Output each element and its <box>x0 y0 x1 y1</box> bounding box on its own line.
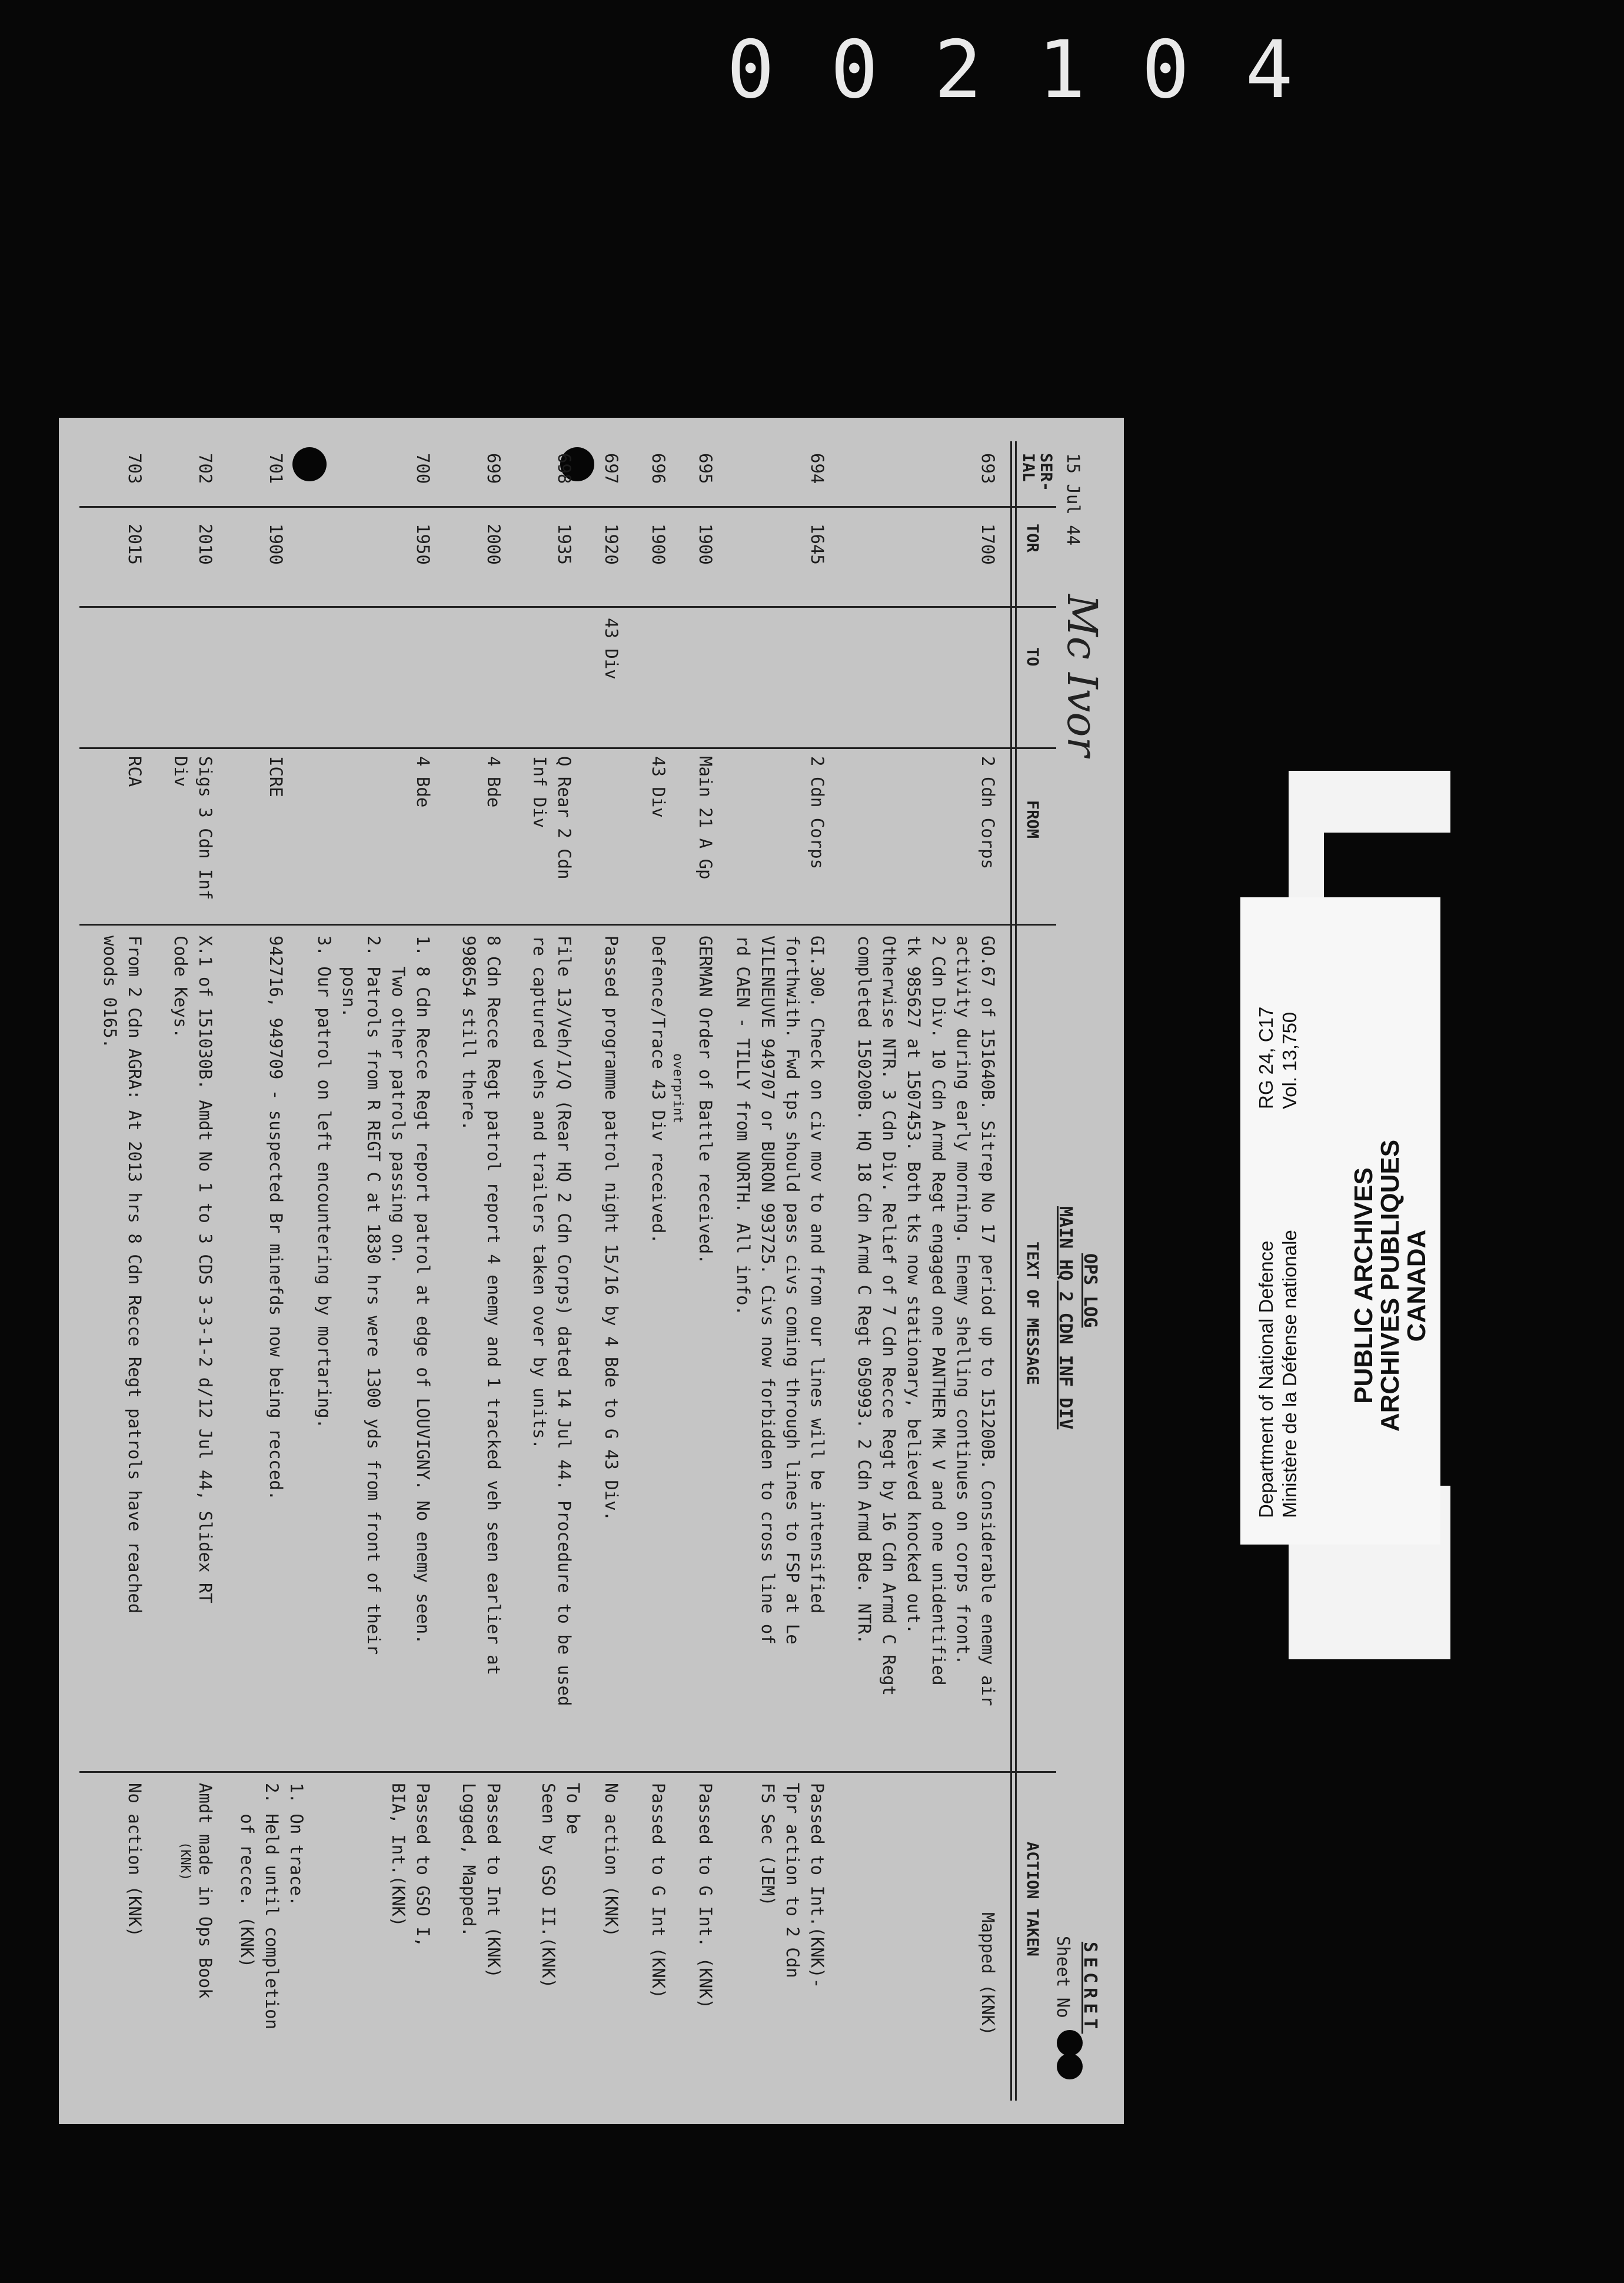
action-line: Passed to GSO I, <box>413 1783 433 1948</box>
tor-cell: 1950 <box>413 524 433 565</box>
from-cell: 43 Div <box>648 756 668 818</box>
serial-cell: 696 <box>648 453 668 484</box>
serial-cell: 703 <box>125 453 145 484</box>
label-ref-vol: Vol. 13,750 <box>1279 1011 1300 1109</box>
tor-cell: 1900 <box>695 524 716 565</box>
text-line: 942716, 949709 - suspected Br minefds now being recced. <box>266 936 286 1501</box>
text-line: Otherwise NTR. 3 Cdn Div. Relief of 7 Cdn Recce Regt by 16 Cdn Armd C Regt <box>879 936 899 1696</box>
from-cell: Q Rear 2 Cdn Inf Div <box>530 756 574 880</box>
action-line: No action (KNK) <box>601 1783 621 1937</box>
from-cell: 4 Bde <box>413 756 433 808</box>
label-dept-en: Department of National Defence <box>1255 1240 1277 1518</box>
from-cell: RCA <box>125 756 145 787</box>
text-line: forthwith. Fwd tps should pass civs coming through lines to FSP at Le <box>783 936 803 1645</box>
tor-cell: 1900 <box>648 524 668 565</box>
signature: Mc Ivor <box>1058 594 1106 757</box>
action-line: Passed to Int (KNK) <box>484 1783 504 1978</box>
label-archives-publiques: ARCHIVES PUBLIQUES <box>1376 1139 1405 1432</box>
action-line: Passed to Int.(KNK)- <box>807 1783 827 1989</box>
action-line: Mapped (KNK) <box>978 1912 998 2036</box>
col-header-from: FROM <box>1023 800 1041 839</box>
action-line: BIA, Int.(KNK) <box>388 1783 408 1927</box>
text-line: VILENEUVE 949707 or BURON 993725. Civs now forbidden to cross line of <box>758 936 778 1645</box>
col-header-action: ACTION TAKEN <box>1023 1842 1041 1957</box>
action-line: Seen by GSO II.(KNK) <box>538 1783 558 1989</box>
column-divider <box>79 506 1056 508</box>
from-cell: 4 Bde <box>484 756 504 808</box>
classification: SECRET <box>1080 1942 1100 2034</box>
text-line: re captured vehs and trailers taken over by units. <box>530 936 550 1449</box>
action-line: 1. On trace. <box>287 1783 307 1906</box>
text-line: 998654 still there. <box>459 936 479 1131</box>
header-rule <box>1010 441 1012 2101</box>
text-line: 3. Our patrol on left encountering by mortaring. <box>314 936 334 1429</box>
tor-cell: 2015 <box>125 524 145 565</box>
tor-cell: 1935 <box>554 524 574 565</box>
label-canada: CANADA <box>1402 1229 1431 1342</box>
serial-cell: 698 <box>554 453 574 484</box>
text-line: tk 985627 at 1507453. Both tks now stationary, believed knocked out. <box>904 936 924 1635</box>
text-line: File 13/Veh/1/Q (Rear HQ 2 Cdn Corps) dated 14 Jul 44. Procedure to be used <box>554 936 574 1706</box>
text-line: GO.67 of 151640B. Sitrep No 17 period up to 151200B. Considerable enemy air <box>978 936 998 1706</box>
text-line: 2. Patrols from R REGT C at 1830 hrs were 1300 yds from front of their <box>364 936 384 1655</box>
serial-cell: 695 <box>695 453 716 484</box>
tor-cell: 2000 <box>484 524 504 565</box>
label-public-archives: PUBLIC ARCHIVES <box>1349 1167 1378 1404</box>
serial-cell: 694 <box>807 453 827 484</box>
action-line: Passed to G Int. (KNK) <box>695 1783 716 2009</box>
serial-cell: 700 <box>413 453 433 484</box>
log-title: OPS LOG <box>1080 1253 1100 1328</box>
column-divider <box>79 924 1056 926</box>
text-line: overprint <box>670 1053 685 1124</box>
text-line: 1. 8 Cdn Recce Regt report patrol at edge of LOUVIGNY. No enemy seen. <box>413 936 433 1645</box>
column-divider <box>79 1771 1056 1773</box>
frame-number: 002104 <box>727 24 1349 116</box>
text-line: 2 Cdn Div. 10 Cdn Armd Regt engaged one PANTHER Mk V and one unidentified <box>929 936 949 1686</box>
col-header-tor: TOR <box>1023 524 1041 553</box>
action-line: No action (KNK) <box>125 1783 145 1937</box>
ops-log-page <box>59 418 1124 2124</box>
col-header-text: TEXT OF MESSAGE <box>1023 1242 1041 1385</box>
tor-cell: 1645 <box>807 524 827 565</box>
archive-label <box>1240 897 1440 1545</box>
log-subtitle: MAIN HQ 2 CDN INF DIV <box>1055 1206 1076 1430</box>
from-cell: ICRE <box>266 756 286 797</box>
from-cell: 2 Cdn Corps <box>807 756 827 870</box>
action-line: Amdt made in Ops Book <box>195 1783 215 1999</box>
tor-cell: 1700 <box>978 524 998 565</box>
to-cell: 43 Div <box>601 618 621 680</box>
text-line: Defence/Trace 43 Div received. <box>648 936 668 1244</box>
text-line: activity during early morning. Enemy shelling continues on corps front. <box>953 936 973 1665</box>
text-line: GERMAN Order of Battle received. <box>695 936 716 1264</box>
serial-cell: 701 <box>266 453 286 484</box>
action-line: Logged, Mapped. <box>459 1783 479 1937</box>
col-header-to: TO <box>1023 647 1041 667</box>
tor-cell: 1900 <box>266 524 286 565</box>
text-line: Passed programme patrol night 15/16 by 4 Bde to G 43 Div. <box>601 936 621 1522</box>
action-line: Tpr action to 2 Cdn <box>783 1783 803 1978</box>
tor-cell: 2010 <box>195 524 215 565</box>
label-dept-fr: Ministère de la Défense nationale <box>1279 1230 1300 1518</box>
text-line: woods 0165. <box>100 936 120 1049</box>
text-line: completed 150200B. HQ 18 Cdn Armd C Regt 050993. 2 Cdn Armd Bde. NTR. <box>854 936 874 1645</box>
sheet-number-label: Sheet No <box>1053 1936 1073 2018</box>
serial-cell: 702 <box>195 453 215 484</box>
tor-cell: 1920 <box>601 524 621 565</box>
action-line: To be <box>563 1783 583 1835</box>
action-line: of recce. (KNK) <box>237 1783 257 1968</box>
text-line: Two other patrols passing on. <box>388 936 408 1264</box>
ops-log-sheet <box>59 418 1124 2124</box>
column-divider <box>79 606 1056 608</box>
action-line: Passed to G Int (KNK) <box>648 1783 668 1999</box>
text-line: GI.300. Check on civ mov to and from our lines will be intensified <box>807 936 827 1614</box>
archive-label-content <box>1240 897 1440 1545</box>
punch-hole <box>292 447 327 481</box>
action-line: 2. Held until completion <box>262 1783 282 2030</box>
col-header-serial: SER-IAL <box>1019 453 1055 492</box>
text-line: rd CAEN - TILLY from NORTH. All info. <box>733 936 753 1316</box>
from-cell: 2 Cdn Corps <box>978 756 998 870</box>
sheet-number-blot <box>1057 2054 1083 2079</box>
serial-cell: 693 <box>978 453 998 484</box>
serial-cell: 697 <box>601 453 621 484</box>
text-line: X.1 of 151030B. Amdt No 1 to 3 CDS 3-3-1-2 d/12 Jul 44, Slidex RT <box>195 936 215 1603</box>
text-line: Code Keys. <box>171 936 191 1039</box>
from-cell: Main 21 A Gp <box>695 756 716 880</box>
label-ref-rg: RG 24, C17 <box>1255 1006 1277 1109</box>
text-line: 8 Cdn Recce Regt patrol report 4 enemy and 1 tracked veh seen earlier at <box>484 936 504 1676</box>
log-date: 15 Jul 44 <box>1063 453 1083 546</box>
text-line: From 2 Cdn AGRA: At 2013 hrs 8 Cdn Recce Regt patrols have reached <box>125 936 145 1614</box>
serial-cell: 699 <box>484 453 504 484</box>
sheet-number-blot <box>1057 2030 1083 2056</box>
text-line: posn. <box>339 936 359 1018</box>
column-divider <box>79 747 1056 749</box>
from-cell: Sigs 3 Cdn Inf Div <box>171 756 215 900</box>
action-line: (KNK) <box>178 1842 192 1881</box>
header-rule <box>1015 441 1017 2101</box>
action-line: FS Sec (JEM) <box>758 1783 778 1906</box>
